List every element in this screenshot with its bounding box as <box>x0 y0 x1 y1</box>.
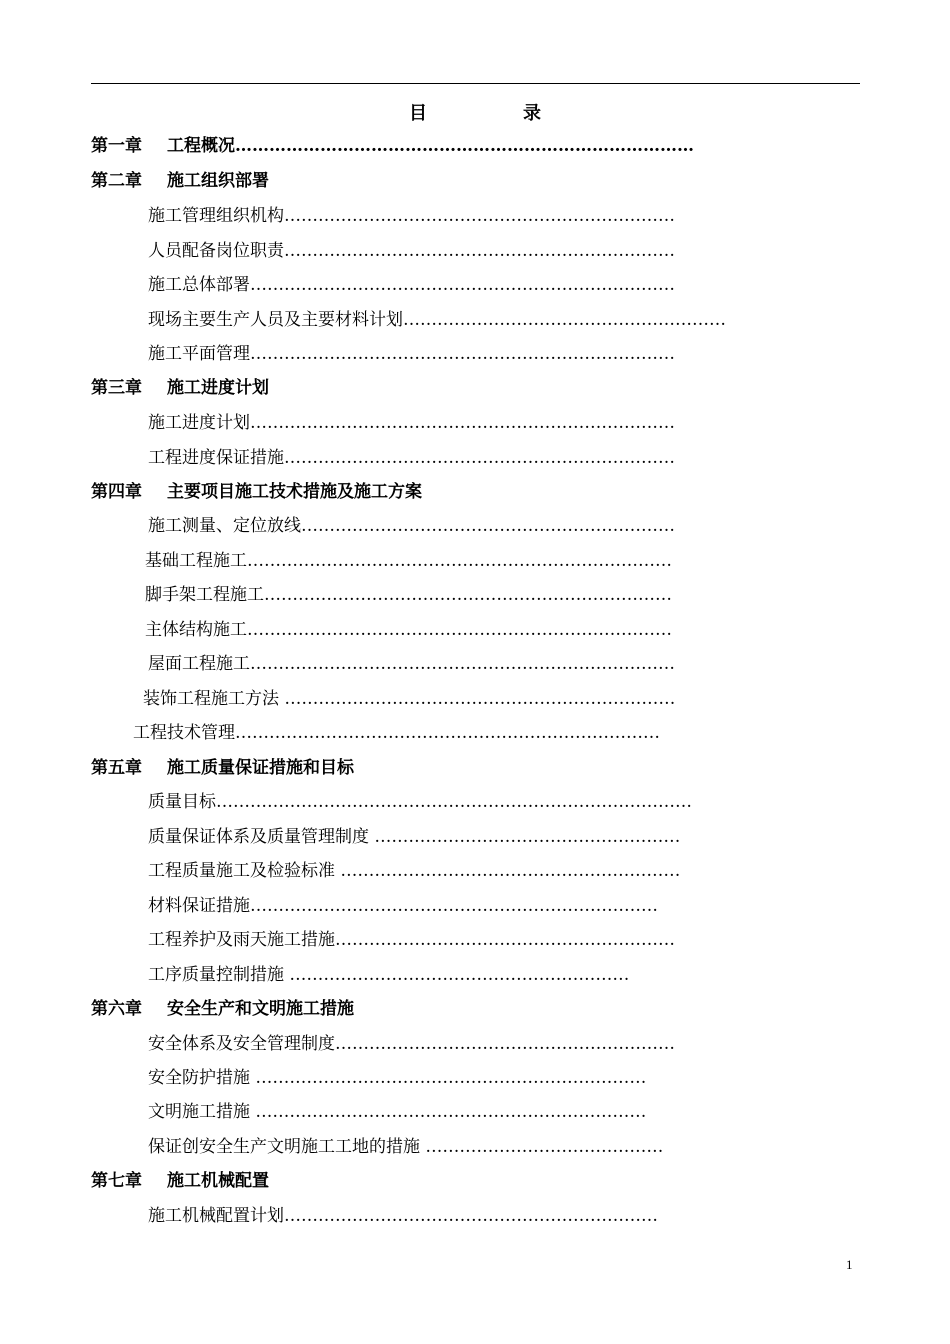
toc-chapter-number: 第四章 <box>91 482 142 502</box>
toc-dot-leader: ……………………………………………………………………… <box>235 136 694 156</box>
toc-chapter-title: 施工组织部署 <box>167 171 269 191</box>
toc-chapter-title: 主要项目施工技术措施及施工方案 <box>167 482 422 502</box>
toc-chapter-number: 第三章 <box>91 378 142 398</box>
toc-section-entry <box>148 649 675 679</box>
toc-dot-leader: …………………………………………………… <box>335 861 681 881</box>
toc-section-title: 工序质量控制措施 <box>148 965 284 985</box>
toc-section-title: 工程养护及雨天施工措施 <box>148 930 335 950</box>
toc-title-char-1: 目 <box>409 103 427 124</box>
toc-section-title: 施工总体部署 <box>148 275 250 295</box>
toc-dot-leader: …………………………………… <box>420 1137 664 1157</box>
toc-section-title: 脚手架工程施工 <box>145 585 264 605</box>
toc-dot-leader: ………………………………………………………………… <box>250 344 675 364</box>
toc-section-title: 文明施工措施 <box>148 1102 250 1122</box>
toc-chapter-number: 第二章 <box>91 171 142 191</box>
toc-dot-leader: …………………………………………………… <box>284 965 630 985</box>
toc-chapter-entry <box>91 1166 269 1196</box>
toc-section-entry <box>145 546 672 576</box>
toc-section-title: 材料保证措施 <box>148 896 250 916</box>
toc-dot-leader: …………………………………………………………… <box>284 448 675 468</box>
toc-dot-leader: ………………………………………………………………… <box>247 620 672 640</box>
page-number: 1 <box>846 1257 853 1272</box>
toc-section-entry <box>148 339 675 369</box>
toc-section-title: 施工机械配置计划 <box>148 1206 284 1226</box>
toc-dot-leader: ……………………………………………………………… <box>250 896 658 916</box>
toc-chapter-title: 施工进度计划 <box>167 378 269 398</box>
toc-dot-leader: ……………………………………………… <box>369 827 681 847</box>
toc-section-title: 工程进度保证措施 <box>148 448 284 468</box>
toc-chapter-entry <box>91 131 694 161</box>
toc-section-entry <box>148 822 680 852</box>
toc-dot-leader: ………………………………………………………… <box>301 516 675 536</box>
toc-dot-leader: …………………………………………………… <box>335 1034 675 1054</box>
toc-section-entry <box>148 960 629 990</box>
toc-dot-leader: …………………………………………………………… <box>284 206 675 226</box>
toc-dot-leader: ………………………………………………………………… <box>250 413 675 433</box>
toc-section-title: 装饰工程施工方法 <box>143 689 279 709</box>
toc-chapter-entry <box>91 994 354 1024</box>
toc-section-entry <box>148 408 675 438</box>
toc-dot-leader: …………………………………………………………… <box>250 1068 647 1088</box>
toc-section-entry <box>148 511 675 541</box>
toc-dot-leader: …………………………………………………………… <box>284 241 675 261</box>
toc-section-title: 施工管理组织机构 <box>148 206 284 226</box>
toc-section-title: 现场主要生产人员及主要材料计划 <box>148 310 403 330</box>
toc-section-title: 人员配备岗位职责 <box>148 241 284 261</box>
toc-chapter-title: 工程概况 <box>167 136 235 156</box>
toc-section-title: 工程技术管理 <box>133 723 235 743</box>
toc-section-title: 工程质量施工及检验标准 <box>148 861 335 881</box>
toc-section-entry <box>148 443 675 473</box>
toc-section-entry <box>148 856 680 886</box>
toc-section-entry <box>148 1063 646 1093</box>
toc-section-title: 基础工程施工 <box>145 551 247 571</box>
toc-section-title: 施工平面管理 <box>148 344 250 364</box>
toc-title-char-2: 录 <box>523 103 541 124</box>
header-rule <box>91 83 860 84</box>
toc-dot-leader: …………………………………………………… <box>335 930 675 950</box>
toc-dot-leader: …………………………………………………………… <box>250 1102 647 1122</box>
toc-chapter-number: 第七章 <box>91 1171 142 1191</box>
toc-section-entry <box>148 787 692 817</box>
toc-section-entry <box>148 236 675 266</box>
toc-chapter-entry <box>91 753 354 783</box>
toc-section-entry <box>148 1201 658 1231</box>
toc-section-entry <box>133 718 660 748</box>
toc-section-title: 安全防护措施 <box>148 1068 250 1088</box>
toc-section-entry <box>145 580 672 610</box>
toc-chapter-number: 第六章 <box>91 999 142 1019</box>
toc-dot-leader: ………………………………………………… <box>403 310 726 330</box>
toc-section-entry <box>148 1029 675 1059</box>
toc-section-title: 保证创安全生产文明施工工地的措施 <box>148 1137 420 1157</box>
toc-chapter-title: 安全生产和文明施工措施 <box>167 999 354 1019</box>
toc-dot-leader: ………………………………………………………………… <box>250 275 675 295</box>
toc-section-entry <box>148 925 675 955</box>
toc-chapter-entry <box>91 373 269 403</box>
toc-dot-leader: ………………………………………………………………… <box>250 654 675 674</box>
toc-chapter-title: 施工机械配置 <box>167 1171 269 1191</box>
toc-chapter-entry <box>91 166 269 196</box>
toc-chapter-entry <box>91 477 422 507</box>
toc-section-entry <box>148 1132 663 1162</box>
toc-chapter-number: 第五章 <box>91 758 142 778</box>
toc-title <box>0 99 950 125</box>
toc-section-title: 施工进度计划 <box>148 413 250 433</box>
toc-section-title: 施工测量、定位放线 <box>148 516 301 536</box>
toc-section-entry <box>148 891 658 921</box>
toc-dot-leader: ………………………………………………………………………… <box>216 792 692 812</box>
toc-dot-leader: ………………………………………………………… <box>284 1206 658 1226</box>
toc-section-entry <box>143 684 675 714</box>
toc-section-title: 质量保证体系及质量管理制度 <box>148 827 369 847</box>
toc-chapter-number: 第一章 <box>91 136 142 156</box>
toc-dot-leader: ……………………………………………………………… <box>264 585 672 605</box>
toc-section-title: 主体结构施工 <box>145 620 247 640</box>
toc-section-entry <box>148 270 675 300</box>
toc-section-entry <box>148 1097 646 1127</box>
toc-dot-leader: …………………………………………………………… <box>279 689 676 709</box>
toc-section-title: 安全体系及安全管理制度 <box>148 1034 335 1054</box>
toc-section-entry <box>148 305 726 335</box>
toc-section-entry <box>145 615 672 645</box>
toc-section-title: 质量目标 <box>148 792 216 812</box>
toc-section-title: 屋面工程施工 <box>148 654 250 674</box>
toc-dot-leader: ………………………………………………………………… <box>235 723 660 743</box>
toc-section-entry <box>148 201 675 231</box>
toc-dot-leader: ………………………………………………………………… <box>247 551 672 571</box>
toc-chapter-title: 施工质量保证措施和目标 <box>167 758 354 778</box>
